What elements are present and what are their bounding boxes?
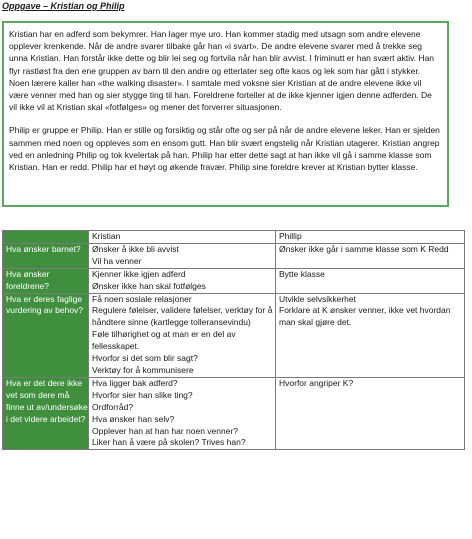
header-phillip: Phillip	[276, 231, 465, 244]
cell-line: Ønsker å ikke bli avvist	[92, 243, 179, 254]
cell-line: Utvikle selvsikkerhet	[279, 293, 356, 304]
table-row	[3, 243, 465, 268]
cell-line: Opplever han at han har noen venner?	[92, 425, 239, 436]
row-label: Hva ønsker barnet?	[3, 243, 89, 268]
cell-line: Regulere følelser, validere følelser, verktøy for å håndtere sinne (kartlegge tolleransevindu)	[92, 305, 273, 328]
table-header-row	[3, 231, 465, 244]
row-label: Hva er det dere ikke vet som dere må finne ut av/undersøke i det videre arbeidet?	[3, 377, 89, 449]
table-row	[3, 268, 465, 293]
cell-kristian	[89, 243, 276, 268]
cell-line: Hvorfor si det som blir sagt?	[92, 353, 198, 364]
cell-line: Føle tilhørighet og at man er en del av fellesskapet.	[92, 329, 236, 352]
cell-line: Verktøy for å kommunisere	[92, 364, 194, 375]
cell-line: Hvorfor sier han slike ting?	[92, 389, 193, 400]
row-label: Hva er deres faglige vurdering av behov?	[3, 293, 89, 377]
case-paragraph-philip: Philip er gruppe er Philip. Han er stille og forsiktig og står ofte og ser på når de andre elevene leker. Han er sjelden sammen med noen og oppleves som en ensom gutt. Han blir svært engstelig når Kristian utagerer. Kristian angrep ved en anledning Philip og tok kvelertak på han. Philip har etter dette sagt at han ikke vil gå i samme klasse som Kristian. Han er redd. Philip har et høyt og økende fravær. Philip sine foreldre krever at Kristian bytter klasse.	[9, 125, 440, 173]
assessment-table	[2, 230, 465, 450]
header-kristian: Kristian	[89, 231, 276, 244]
cell-line: Vil ha venner	[92, 255, 142, 266]
table-row	[3, 293, 465, 377]
cell-line: Hva ligger bak adferd?	[92, 377, 178, 388]
cell-line: Kjenner ikke igjen adferd	[92, 268, 186, 279]
cell-phillip	[276, 293, 465, 377]
case-description-box	[2, 21, 449, 207]
cell-line: Ordforråd?	[92, 401, 134, 412]
cell-line: Få noen sosiale relasjoner	[92, 293, 192, 304]
case-paragraph-kristian: Kristian har en adferd som bekymrer. Han lager mye uro. Han kommer stadig med utsagn som andre elevene opplever krenkende. Når de andre svarer tilbake går han «i svart». De andre elevene svarer med å trekke seg unna Kristian. Han forstår ikke dette og blir lei seg og fortvila når han blir avvist. I friminutt er han svært aktiv. Han flyr rastløst fra den ene gruppen av barn til den andre og etterlater seg ofte kaos og lek som har gått i stykker. Noen lærere kaller han «the walking disaster». I samtale med voksne sier Kristian at de andre elevene ikke vil være venner med han og sier stygge ting til han. Foreldrene forteller at de ikke kjenner igjen denne adferden. De vil ikke vil at Kristian skal «fotfølges» og mener det forverrer situasjonen.	[9, 29, 435, 113]
cell-line: Hvorfor angriper K?	[279, 377, 354, 388]
cell-kristian	[89, 377, 276, 449]
cell-phillip	[276, 268, 465, 293]
header-corner-cell	[3, 231, 89, 244]
cell-phillip	[276, 243, 465, 268]
cell-line: Ønsker ikke går i samme klasse som K Redd	[279, 243, 449, 254]
cell-kristian	[89, 268, 276, 293]
page-title: Oppgave – Kristian og Philip	[2, 1, 125, 11]
row-label: Hva ønsker foreldrene?	[3, 268, 89, 293]
table-row	[3, 377, 465, 449]
cell-line: Hva ønsker han selv?	[92, 413, 175, 424]
cell-phillip	[276, 377, 465, 449]
cell-line: Liker han å være på skolen? Trives han?	[92, 437, 246, 448]
cell-kristian	[89, 293, 276, 377]
cell-line: Bytte klasse	[279, 268, 325, 279]
cell-line: Ønsker ikke han skal fotfølges	[92, 280, 206, 291]
cell-line: Forklare at K ønsker venner, ikke vet hvordan man skal gjøre det.	[279, 305, 451, 328]
